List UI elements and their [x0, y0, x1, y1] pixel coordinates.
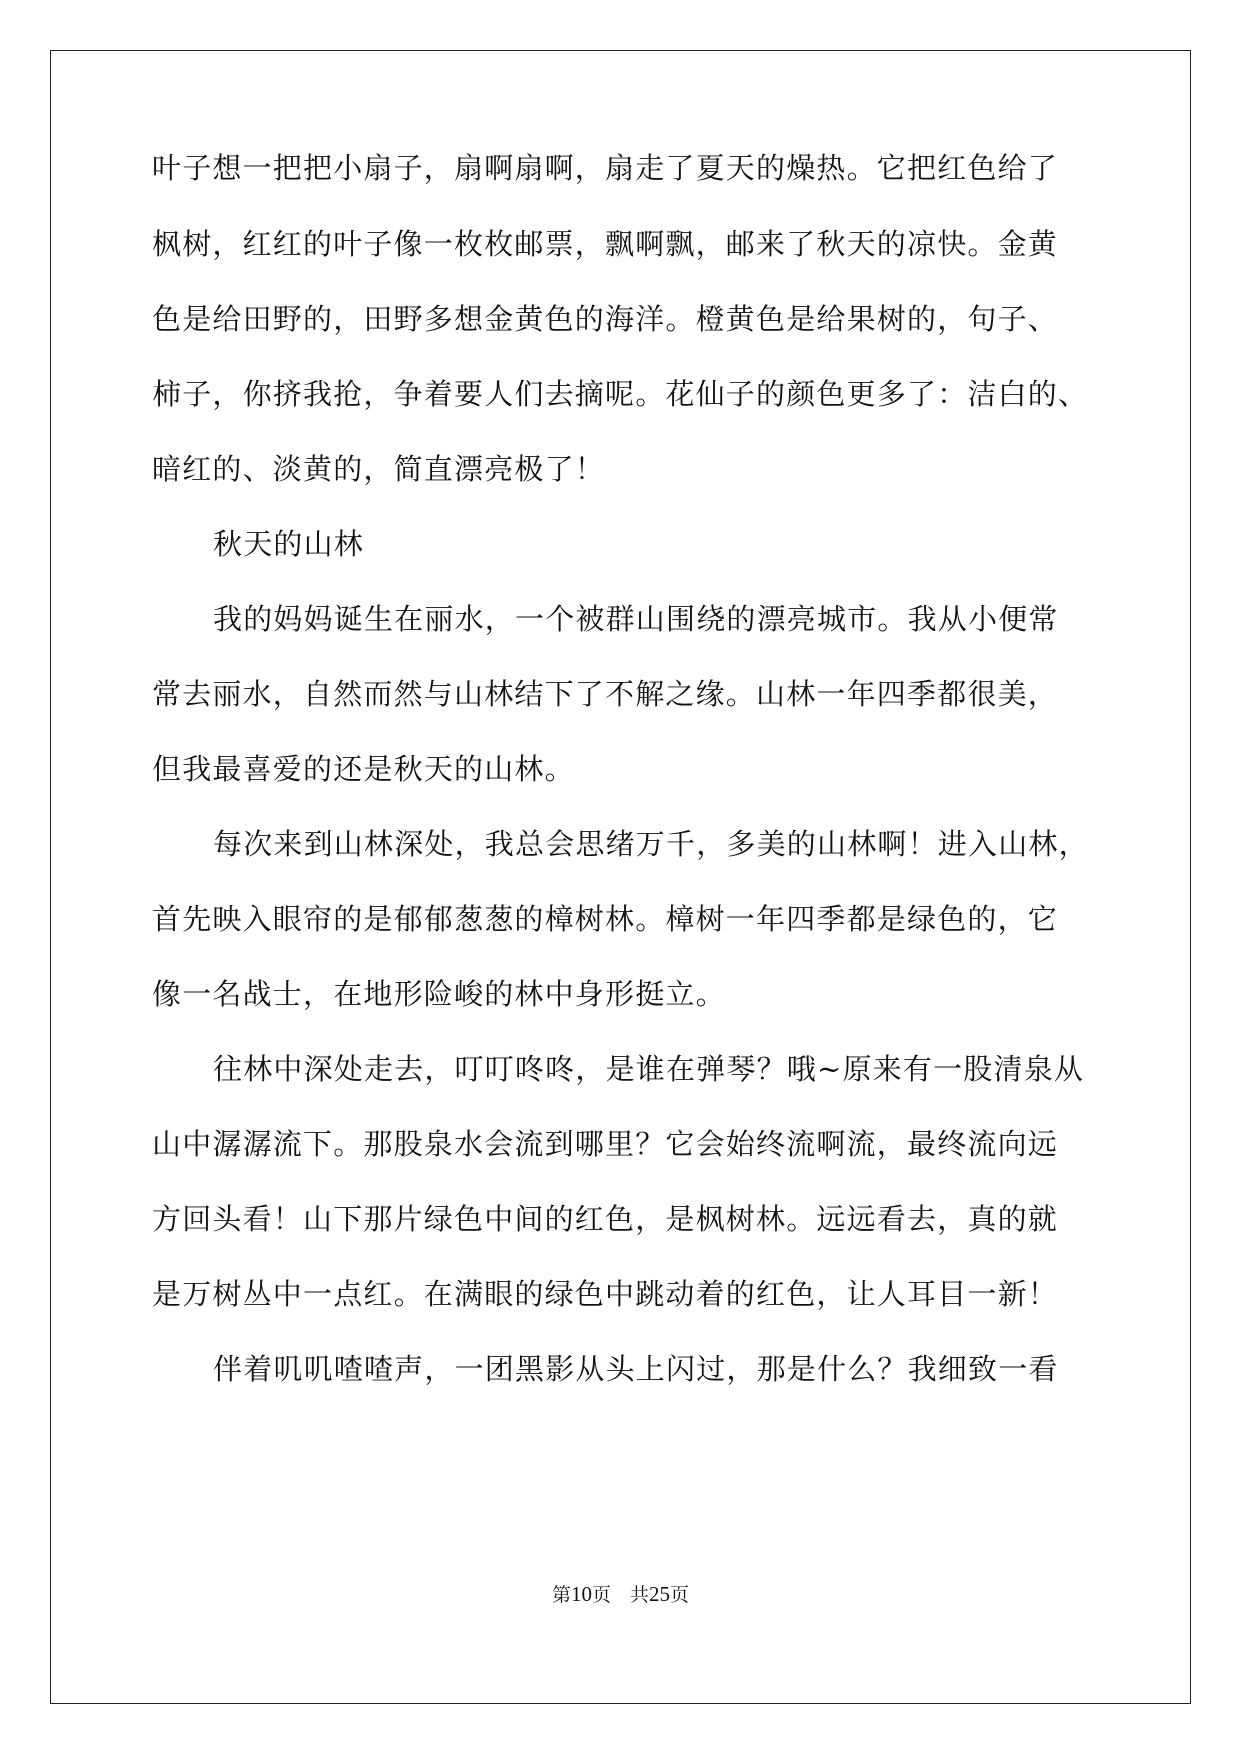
body-text-line: 常去丽水，自然而然与山林结下了不解之缘。山林一年四季都很美，	[152, 677, 1059, 711]
body-text-line: 山中潺潺流下。那股泉水会流到哪里？它会始终流啊流，最终流向远	[152, 1127, 1059, 1161]
section-heading: 秋天的山林	[213, 527, 365, 561]
body-text-line: 色是给田野的，田野多想金黄色的海洋。橙黄色是给果树的，句子、	[152, 302, 1059, 336]
body-text-line: 伴着叽叽喳喳声，一团黑影从头上闪过，那是什么？我细致一看	[213, 1352, 1059, 1386]
body-text-line: 首先映入眼帘的是郁郁葱葱的樟树林。樟树一年四季都是绿色的，它	[152, 902, 1059, 936]
body-text-line: 往林中深处走去，叮叮咚咚，是谁在弹琴？哦~原来有一股清泉从	[213, 1052, 1085, 1086]
body-text-line: 但我最喜爱的还是秋天的山林。	[152, 752, 575, 786]
page-total-number: 25	[649, 1582, 670, 1606]
body-text-line: 方回头看！山下那片绿色中间的红色，是枫树林。远远看去，真的就	[152, 1202, 1059, 1236]
body-text-line: 叶子想一把把小扇子，扇啊扇啊，扇走了夏天的燥热。它把红色给了	[152, 151, 1059, 185]
page-prefix: 第	[551, 1584, 571, 1606]
body-text-line: 柿子，你挤我抢，争着要人们去摘呢。花仙子的颜色更多了：洁白的、	[152, 377, 1089, 411]
page-current-number: 10	[570, 1582, 592, 1606]
page-footer	[0, 1582, 1241, 1607]
body-text-line: 枫树，红红的叶子像一枚枚邮票，飘啊飘，邮来了秋天的凉快。金黄	[152, 227, 1059, 261]
body-text-line: 每次来到山林深处，我总会思绪万千，多美的山林啊！进入山林，	[213, 827, 1089, 861]
body-text-line: 是万树丛中一点红。在满眼的绿色中跳动着的红色，让人耳目一新！	[152, 1277, 1059, 1311]
body-text-line: 像一名战士，在地形险峻的林中身形挺立。	[152, 977, 726, 1011]
body-text-line: 暗红的、淡黄的，简直漂亮极了！	[152, 452, 606, 486]
page-mid: 页 共	[591, 1584, 649, 1606]
page-suffix: 页	[670, 1584, 690, 1606]
body-text-line: 我的妈妈诞生在丽水，一个被群山围绕的漂亮城市。我从小便常	[213, 602, 1059, 636]
